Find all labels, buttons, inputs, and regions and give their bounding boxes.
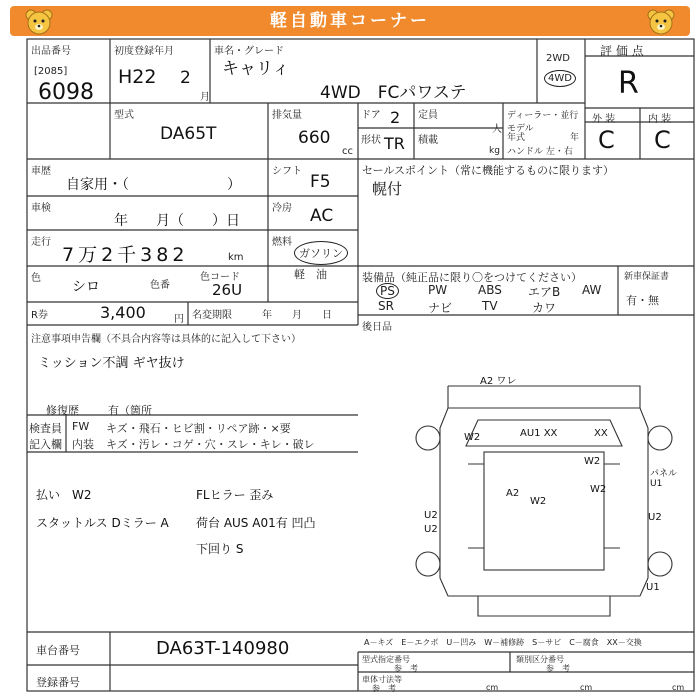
classification-label: 類別区分番号 — [516, 655, 564, 664]
score-value: R — [618, 66, 639, 101]
handwritten-note-2a: スタットルス Dミラー A — [36, 516, 169, 530]
dealer-label: ディーラー・並行 — [507, 111, 579, 121]
damage-legend: A－キズ E－エクボ U－凹み W－補修跡 S－サビ C－腐食 XX－交換 — [364, 638, 642, 647]
equipment-abs: ABS — [478, 283, 502, 297]
registration-number-label: 登録番号 — [36, 676, 80, 689]
equipment-navi: ナビ — [428, 301, 453, 315]
diagram-label-9: W2 — [590, 484, 607, 495]
km-unit: km — [228, 252, 244, 263]
sales-point-label: セールスポイント（常に機能するものに限ります） — [362, 164, 615, 177]
equipment-sr: SR — [378, 299, 394, 313]
displacement-value: 660 — [298, 128, 331, 148]
check-line-2: キズ・汚レ・コゲ・穴・スレ・キレ・破レ — [106, 438, 315, 451]
year-unit: 年 — [570, 133, 580, 143]
interior-grade: C — [654, 126, 671, 154]
diagram-label-7: A2 — [506, 488, 520, 499]
body-dimensions-label: 車体寸法等 — [362, 675, 402, 684]
name-change-label: 名変期限 — [192, 310, 232, 321]
equipment-aw: AW — [582, 283, 602, 297]
handwritten-note-3: 下回り S — [196, 542, 244, 556]
shape-label: 形状 — [361, 135, 381, 146]
equipment-leather: カワ — [532, 301, 557, 315]
drive-2wd-label: 2WD — [546, 53, 570, 64]
color-code-value: 26U — [212, 281, 243, 299]
lot-number-label: 出品番号 — [31, 46, 71, 57]
diagram-label-10: U2 — [424, 510, 438, 521]
cc-unit: cc — [342, 146, 353, 157]
fuel-gasoline-circled: ガソリン — [294, 241, 348, 265]
yen-unit: 円 — [174, 314, 184, 325]
interior-label: 内 装 — [648, 114, 672, 125]
sales-point-value: 幌付 — [372, 180, 403, 198]
diagram-label-13: U1 — [646, 582, 660, 593]
fuel-diesel: 軽 油 — [294, 268, 327, 281]
check-line-1: キズ・飛石・ヒビ割・リペア跡・×要 — [106, 422, 291, 435]
entry-label: 記入欄 — [29, 438, 62, 451]
diagram-label-1: A2 ワレ — [480, 376, 517, 387]
cm-unit-3: cm — [672, 683, 685, 692]
equipment-tv: TV — [482, 299, 498, 313]
shift-label: シフト — [272, 166, 302, 177]
lot-number: 6098 — [38, 80, 94, 105]
diagram-label-5: W2 — [584, 456, 601, 467]
lot-small-number: [2085] — [34, 66, 68, 77]
registration-month: 2 — [180, 68, 191, 88]
equipment-pw: PW — [428, 283, 448, 297]
shift-value: F5 — [310, 172, 331, 192]
door-label: ドア — [361, 110, 381, 121]
type-certification-label: 型式指定番号 — [362, 655, 410, 664]
diagram-label-4: XX — [594, 428, 608, 439]
color-code-label: 色コード — [200, 272, 240, 283]
mileage-label: 走行 — [31, 237, 51, 248]
repair-history-label: 修復歴 — [46, 404, 79, 417]
inspection-value: 年 月（ ）日 — [114, 213, 240, 229]
model-label: 型式 — [114, 110, 134, 121]
paint-label: 色番 — [150, 280, 170, 291]
car-name: キャリィ — [222, 59, 290, 79]
handle-label: ハンドル 左・右 — [507, 147, 573, 157]
exterior-grade: C — [598, 126, 615, 154]
shape-value: TR — [384, 134, 405, 153]
load-label: 積載 — [418, 135, 438, 146]
model-code: DA65T — [160, 124, 217, 144]
repair-history-value: 有（箇所 — [108, 404, 152, 417]
chassis-number: DA63T-140980 — [156, 638, 290, 659]
drive-4wd-circled: 4WD — [544, 70, 576, 87]
recycle-label: R券 — [31, 310, 48, 321]
model-year-label-1: モデル — [507, 124, 534, 134]
inspector-label: 検査員 — [29, 422, 62, 435]
registration-year: H22 — [118, 66, 157, 88]
notes-text: ミッション不調 ギヤ抜け — [38, 356, 185, 371]
door-count: 2 — [390, 108, 401, 127]
exterior-label: 外 装 — [592, 114, 616, 125]
color-label: 色 — [31, 273, 41, 284]
history-value: 自家用・（ ） — [66, 177, 241, 193]
handwritten-note-2b: 荷台 AUS A01有 凹凸 — [196, 516, 316, 530]
warranty-value: 有・無 — [626, 294, 659, 307]
diagram-label-3: AU1 XX — [520, 428, 558, 439]
equipment-airbag: エアB — [528, 285, 561, 299]
fuel-label: 燃料 — [272, 237, 292, 248]
diagram-label-12: U2 — [648, 512, 662, 523]
chassis-number-label: 車台番号 — [36, 644, 80, 657]
notes-label: 注意事項申告欄（不具合内容等は具体的に記入して下さい） — [31, 334, 301, 345]
kg-unit: kg — [489, 146, 500, 156]
recycle-value: 3,400 — [100, 303, 146, 322]
rear-seat-label: 後日品 — [362, 322, 392, 333]
first-registration-label: 初度登録年月 — [114, 46, 174, 57]
car-grade: 4WD FCパワステ — [320, 83, 467, 103]
classification-ref: 参 考 — [546, 664, 570, 673]
diagram-label-8: W2 — [530, 496, 547, 507]
diagram-label-11: U2 — [424, 524, 438, 535]
equipment-label: 装備品（純正品に限り〇をつけてください） — [362, 271, 582, 284]
cm-unit-1: cm — [486, 683, 499, 692]
fw-label: FW — [72, 420, 90, 433]
cm-unit-2: cm — [580, 683, 593, 692]
warranty-label: 新車保証書 — [624, 272, 670, 282]
body-dimensions-ref: 参 考 — [372, 684, 396, 693]
header-title: 軽自動車コーナー — [270, 11, 430, 31]
name-change-value: 年 月 日 — [262, 310, 332, 321]
interior-check-label: 内装 — [72, 438, 94, 451]
handwritten-note-1b: FLヒラー 歪み — [196, 488, 274, 502]
ac-label: 冷房 — [272, 203, 292, 214]
capacity-unit: 人 — [492, 124, 502, 135]
equipment-ps-circled: PS — [376, 283, 399, 299]
car-name-label: 車名・グレード — [214, 46, 284, 57]
inspection-label: 車検 — [31, 203, 51, 214]
ac-value: AC — [310, 206, 334, 226]
score-label: 評 価 点 — [600, 44, 644, 58]
color-value: シロ — [72, 279, 100, 295]
diagram-label-6: パネル U1 — [650, 469, 678, 489]
month-unit: 月 — [200, 92, 210, 103]
type-certification-ref: 参 考 — [394, 664, 418, 673]
model-year-label-2: 年式 — [507, 133, 526, 143]
diagram-label-2: W2 — [464, 432, 481, 443]
capacity-label: 定員 — [418, 110, 438, 121]
history-label: 車歴 — [31, 166, 51, 177]
displacement-label: 排気量 — [272, 110, 302, 121]
handwritten-note-1a: 払い W2 — [36, 488, 92, 502]
mileage-value: 7万2千382 — [62, 244, 189, 266]
